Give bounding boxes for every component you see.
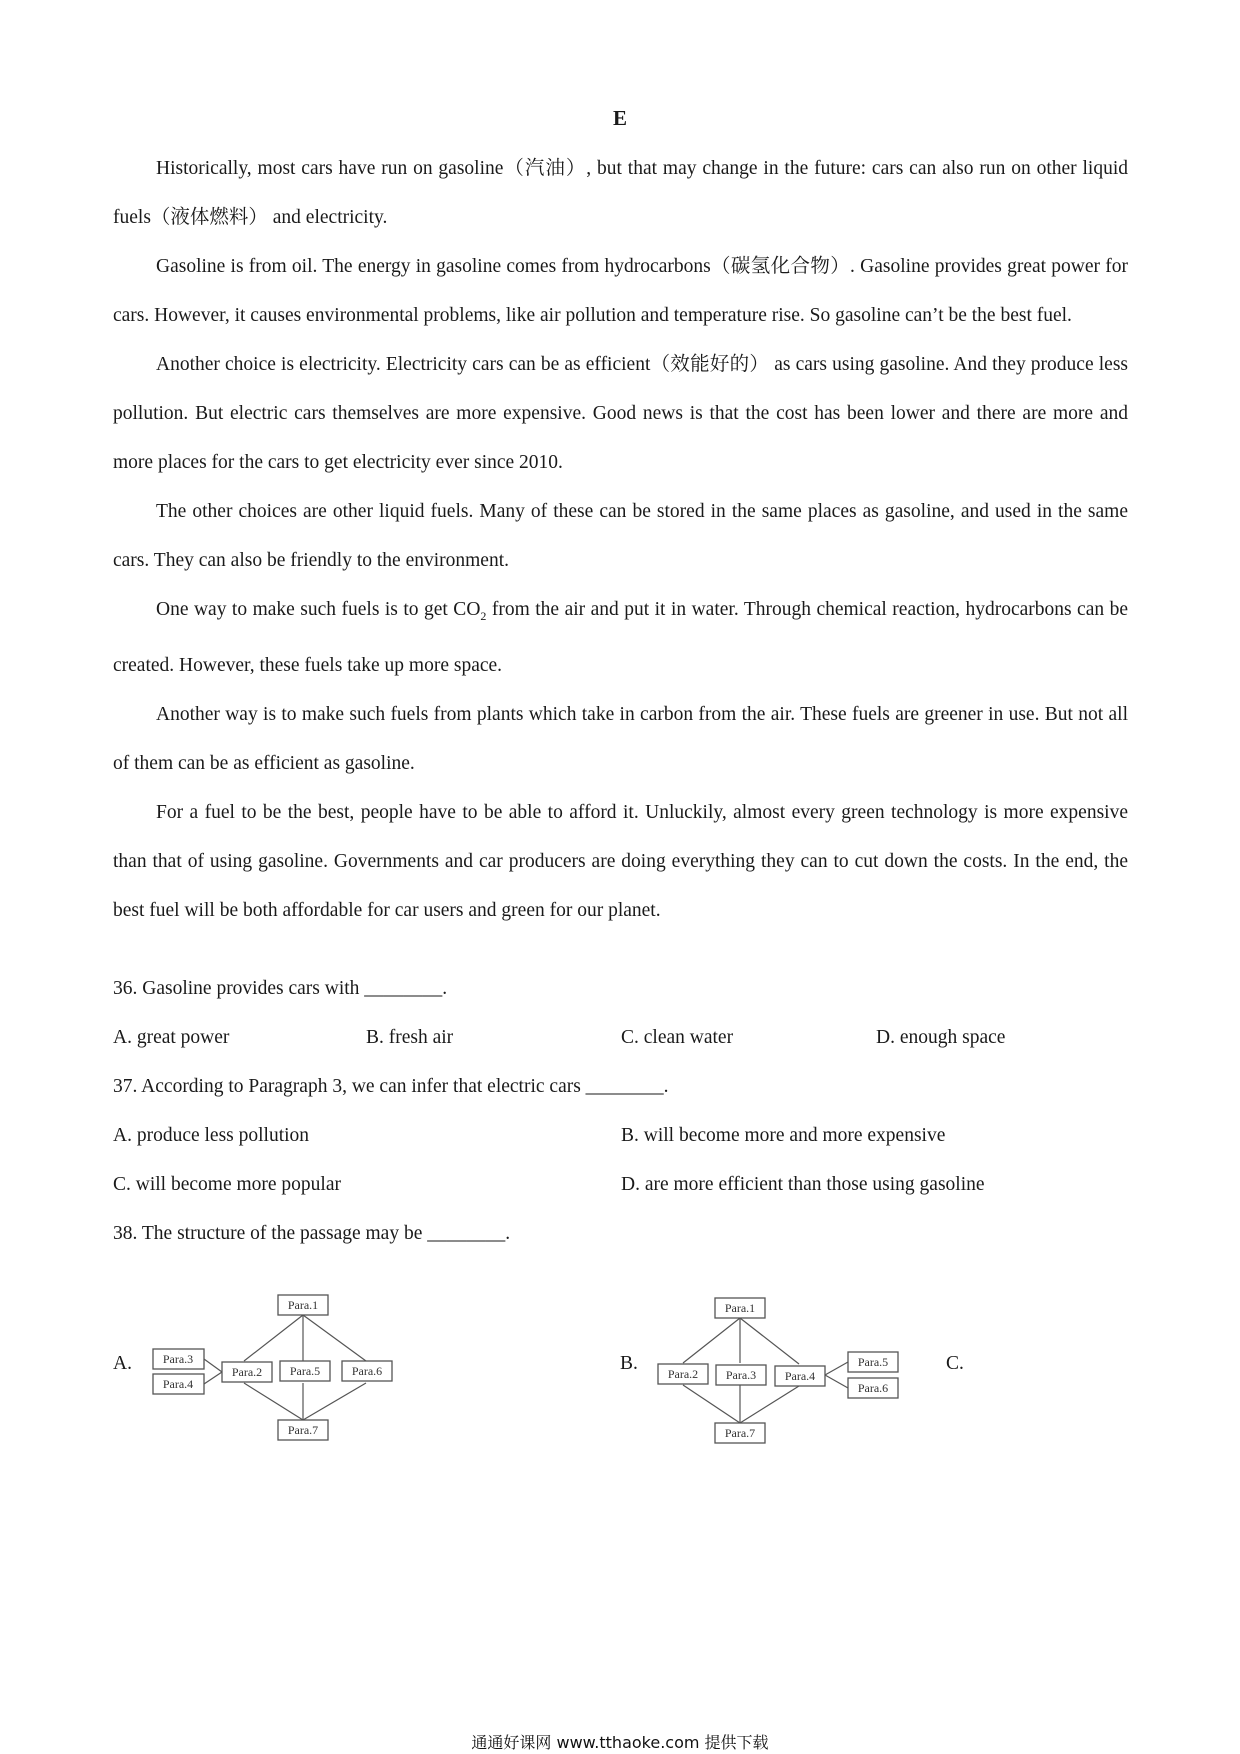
diagram-a-box-para-6 (342, 1361, 392, 1381)
paragraph-5: One way to make such fuels is to get $CO_2$ from the air and put it in water. Through chemical reaction, hydrocarbons can be created. However, these fuels take up more space. (113, 599, 1129, 676)
paragraph-1: Historically, most cars have run on gasoline（汽油）, but that may change in the future: cars can also run on other liquid fuels（液体燃料） and electricity. (113, 158, 1128, 228)
question-36-stem: 36. Gasoline provides cars with ________. (113, 978, 448, 999)
diagram-b-box-para-3 (716, 1365, 766, 1385)
question-36-option-d[interactable]: D. enough space (876, 1027, 1006, 1048)
reading-passage (113, 144, 1128, 935)
svg-text:Para.5: Para.5 (857, 1355, 889, 1369)
structure-diagram-a (150, 1285, 400, 1445)
diagram-b-box-para-4 (775, 1366, 825, 1386)
question-38-option-c-label[interactable]: C. (946, 1353, 964, 1374)
diagram-b-box-para-6 (848, 1378, 898, 1398)
diagram-a-box-para-3 (153, 1349, 204, 1369)
svg-text:Para.4: Para.4 (784, 1369, 816, 1383)
diagram-b-box-para-2 (658, 1364, 708, 1384)
paragraph-6: Another way is to make such fuels from plants which take in carbon from the air. These fuels are greener in use. But not all of them can be as efficient as gasoline. (113, 703, 1128, 774)
svg-text:Para.2: Para.2 (667, 1367, 699, 1381)
diagram-a-box-para-5 (280, 1361, 330, 1381)
diagram-a-box-para-1 (278, 1295, 328, 1315)
svg-text:Para.1: Para.1 (287, 1298, 319, 1312)
svg-text:Para.5: Para.5 (289, 1364, 321, 1378)
paragraph-2: Gasoline is from oil. The energy in gasoline comes from hydrocarbons（碳氢化合物）. Gasoline provides great power for cars. However, it causes environmental problems, like air pollution and temperature rise. So gasoline can’t be the best fuel. (113, 256, 1128, 326)
paragraph-7: For a fuel to be the best, people have to be able to afford it. Unluckily, almost every green technology is more expensive than that of using gasoline. Governments and car producers are doing everything they can to cut down the costs. In the end, the best fuel will be both affordable for car users and green for our planet. (113, 801, 1128, 921)
svg-text:Para.2: Para.2 (231, 1365, 263, 1379)
question-37-stem: 37. According to Paragraph 3, we can infer that electric cars ________. (113, 1076, 669, 1097)
svg-text:Para.7: Para.7 (724, 1426, 756, 1440)
diagram-a-box-para-4 (153, 1374, 204, 1394)
paragraph-3: Another choice is electricity. Electricity cars can be as efficient（效能好的） as cars using gasoline. And they produce less pollution. But electric cars themselves are more expensive. Good news is that the cost has been lower and there are more and more places for the cars to get electricity ever since 2010. (113, 354, 1128, 473)
question-37-option-c[interactable]: C. will become more popular (113, 1174, 341, 1195)
question-36-option-c[interactable]: C. clean water (621, 1027, 734, 1048)
page-footer: 通通好课网 www.tthaoke.com 提供下载 (471, 1733, 769, 1752)
question-37-option-a[interactable]: A. produce less pollution (113, 1125, 310, 1146)
question-38-option-a-label[interactable]: A. (113, 1353, 132, 1374)
diagram-b-box-para-7 (715, 1423, 765, 1443)
svg-text:Para.4: Para.4 (162, 1377, 194, 1391)
question-37-option-b[interactable]: B. will become more and more expensive (621, 1125, 946, 1146)
structure-diagram-b (655, 1285, 905, 1445)
diagram-b-box-para-1 (715, 1298, 765, 1318)
svg-text:Para.6: Para.6 (351, 1364, 383, 1378)
diagram-a-box-para-7 (278, 1420, 328, 1440)
svg-text:Para.3: Para.3 (725, 1368, 757, 1382)
svg-text:Para.6: Para.6 (857, 1381, 889, 1395)
diagram-b-box-para-5 (848, 1352, 898, 1372)
svg-text:Para.1: Para.1 (724, 1301, 756, 1315)
question-37-option-d[interactable]: D. are more efficient than those using gasoline (621, 1174, 985, 1195)
section-title: E (612, 106, 627, 130)
question-36-option-b[interactable]: B. fresh air (366, 1027, 454, 1048)
svg-text:Para.7: Para.7 (287, 1423, 319, 1437)
question-36-option-a[interactable]: A. great power (113, 1027, 230, 1048)
svg-text:Para.3: Para.3 (162, 1352, 194, 1366)
paragraph-4: The other choices are other liquid fuels. Many of these can be stored in the same places as gasoline, and used in the same cars. They can also be friendly to the environment. (113, 501, 1128, 571)
question-38-stem: 38. The structure of the passage may be ________. (113, 1223, 511, 1244)
question-38-option-b-label[interactable]: B. (620, 1353, 638, 1374)
diagram-a-box-para-2 (222, 1362, 272, 1382)
